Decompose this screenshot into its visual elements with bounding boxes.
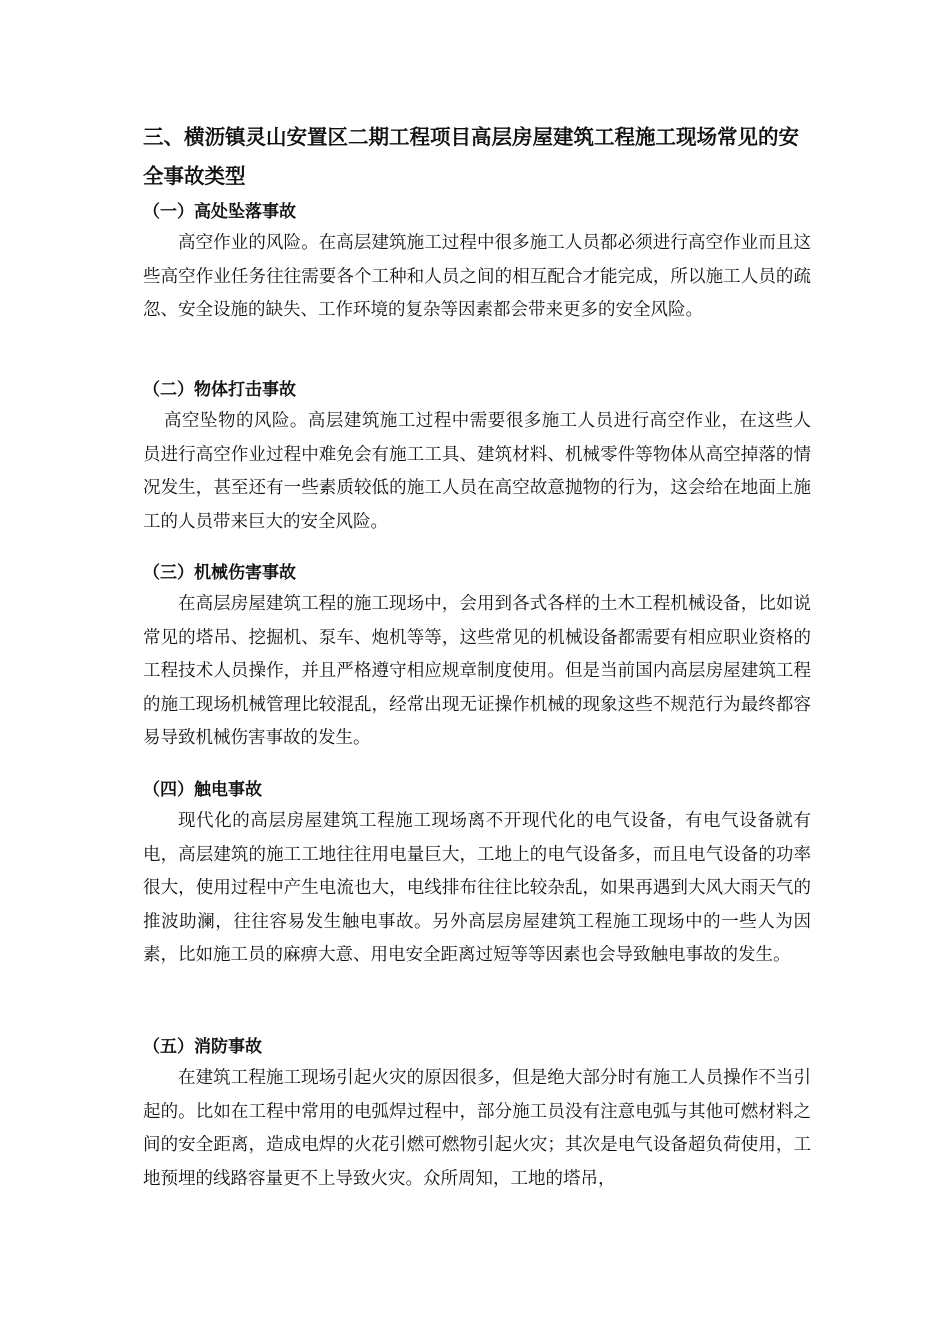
section-electric-shock [143, 775, 811, 973]
section-heading: （一）高处坠落事故 [143, 202, 296, 222]
section-heading: （三）机械伤害事故 [143, 563, 296, 583]
section-paragraph: 高空作业的风险。在高层建筑施工过程中很多施工人员都必须进行高空作业而且这些高空作业任务往往需要各个工种和人员之间的相互配合才能完成，所以施工人员的疏忽、安全设施的缺失、工作环境的复杂等因素都会带来更多的安全风险。 [143, 233, 811, 320]
section-fire-accident [143, 1032, 811, 1196]
section-heading: （四）触电事故 [143, 780, 262, 800]
page-title: 三、横沥镇灵山安置区二期工程项目高层房屋建筑工程施工现场常见的安全事故类型 [143, 125, 799, 188]
section-falling-from-height [143, 197, 811, 328]
section-paragraph: 在高层房屋建筑工程的施工现场中，会用到各式各样的土木工程机械设备，比如说常见的塔吊、挖掘机、泵车、炮机等等，这些常见的机械设备都需要有相应职业资格的工程技术人员操作，并且严格遵守相应规章制度使用。但是当前国内高层房屋建筑工程的施工现场机械管理比较混乱，经常出现无证操作机械的现象这些不规范行为最终都容易导致机械伤害事故的发生。 [143, 594, 811, 748]
section-paragraph: 在建筑工程施工现场引起火灾的原因很多，但是绝大部分时有施工人员操作不当引起的。比如在工程中常用的电弧焊过程中，部分施工员没有注意电弧与其他可燃材料之间的安全距离，造成电焊的火花引燃可燃物引起火灾；其次是电气设备超负荷使用，工地预埋的线路容量更不上导致火灾。众所周知，工地的塔吊， [143, 1068, 811, 1189]
section-mechanical-injury [143, 558, 811, 756]
section-object-strike [143, 375, 811, 539]
section-heading: （五）消防事故 [143, 1037, 262, 1057]
section-paragraph: 高空坠物的风险。高层建筑施工过程中需要很多施工人员进行高空作业，在这些人员进行高空作业过程中难免会有施工工具、建筑材料、机械零件等物体从高空掉落的情况发生，甚至还有一些素质较低的施工人员在高空故意抛物的行为，这会给在地面上施工的人员带来巨大的安全风险。 [143, 411, 811, 532]
section-paragraph: 现代化的高层房屋建筑工程施工现场离不开现代化的电气设备，有电气设备就有电，高层建筑的施工工地往往用电量巨大，工地上的电气设备多，而且电气设备的功率很大，使用过程中产生电流也大，电线排布往往比较杂乱，如果再遇到大风大雨天气的推波助澜，往往容易发生触电事故。另外高层房屋建筑工程施工现场中的一些人为因素，比如施工员的麻痹大意、用电安全距离过短等等因素也会导致触电事故的发生。 [143, 811, 811, 965]
section-heading: （二）物体打击事故 [143, 380, 296, 400]
